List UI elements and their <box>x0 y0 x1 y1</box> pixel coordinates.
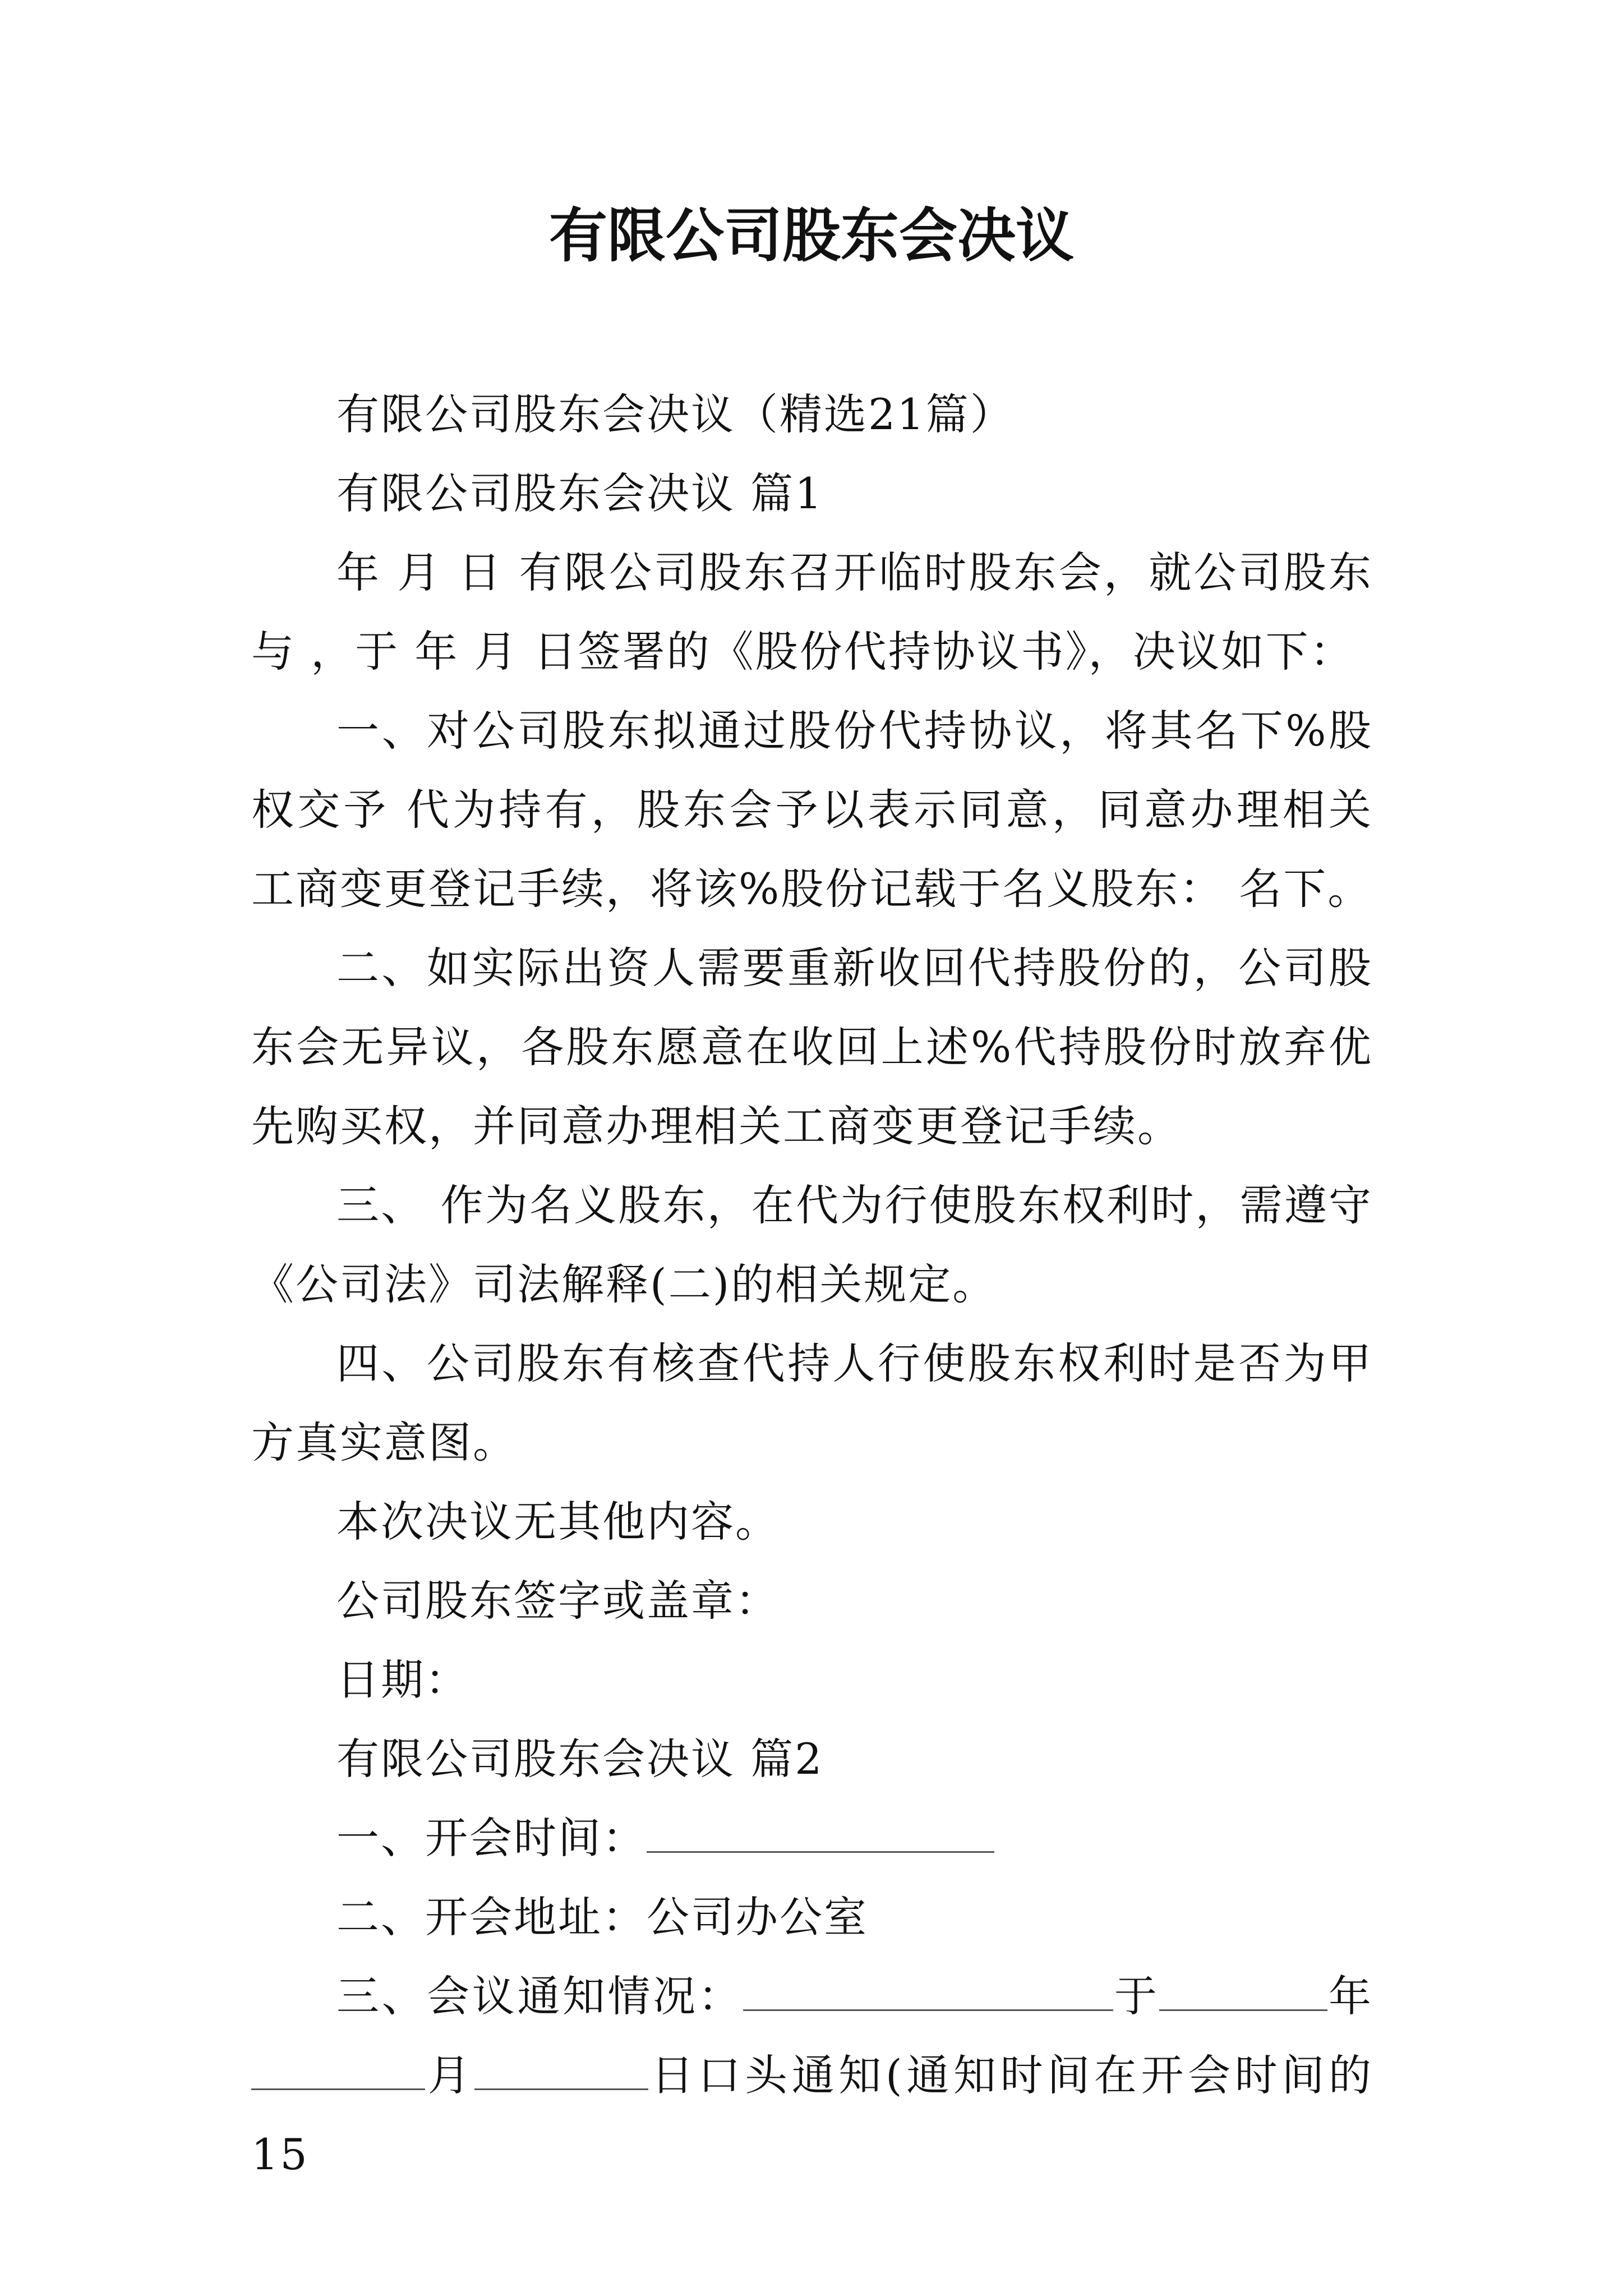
notice-month: 月 <box>425 2050 475 2100</box>
notice-rest: 日口头通知(通知时间在开会时间的15 <box>251 2050 1373 2179</box>
notice-line <box>251 1957 1373 2194</box>
notice-year-blank <box>1159 1973 1327 2011</box>
paragraph: 年 月 日 有限公司股东召开临时股东会，就公司股东 与 ，于 年 月 日签署的《股份代持协议书》，决议如下： <box>251 547 1373 677</box>
document-body <box>251 375 1373 2194</box>
signature-label: 公司股东签字或盖章： <box>336 1576 780 1626</box>
section-heading: 有限公司股东会决议 篇2 <box>336 1734 824 1784</box>
paragraph: 有限公司股东会决议（精选21篇） <box>336 389 1015 439</box>
notice-blank <box>743 1973 1113 2011</box>
paragraph: 四、公司股东有核查代持人行使股东权利时是否为甲方真实意图。 <box>251 1338 1373 1467</box>
paragraph: 一、对公司股东拟通过股份代持协议，将其名下%股权交予 代为持有，股东会予以表示同意，同意办理相关工商变更登记手续，将该%股份记载于名义股东： 名下。 <box>251 706 1373 914</box>
notice-month-blank <box>251 2053 425 2090</box>
notice-yu: 于 <box>1113 1971 1160 2021</box>
meeting-time-line <box>251 1798 1373 1878</box>
date-label: 日期： <box>336 1655 469 1705</box>
paragraph: 本次决议无其他内容。 <box>336 1497 780 1547</box>
document-title: 有限公司股东会决议 <box>548 201 1074 270</box>
notice-day-blank <box>474 2053 648 2090</box>
notice-label: 三、会议通知情况： <box>336 1971 744 2021</box>
notice-year: 年 <box>1327 1971 1373 2021</box>
paragraph: 二、如实际出资人需要重新收回代持股份的，公司股东会无异议，各股东愿意在收回上述%代持股份时放弃优先购买权，并同意办理相关工商变更登记手续。 <box>251 943 1373 1151</box>
meeting-time-label: 一、开会时间： <box>336 1813 647 1863</box>
section-heading: 有限公司股东会决议 篇1 <box>336 468 824 518</box>
paragraph: 三、 作为名义股东，在代为行使股东权利时，需遵守《公司法》司法解释(二)的相关规定。 <box>251 1180 1373 1309</box>
meeting-time-blank <box>647 1815 994 1853</box>
meeting-place-line: 二、开会地址：公司办公室 <box>336 1892 868 1942</box>
